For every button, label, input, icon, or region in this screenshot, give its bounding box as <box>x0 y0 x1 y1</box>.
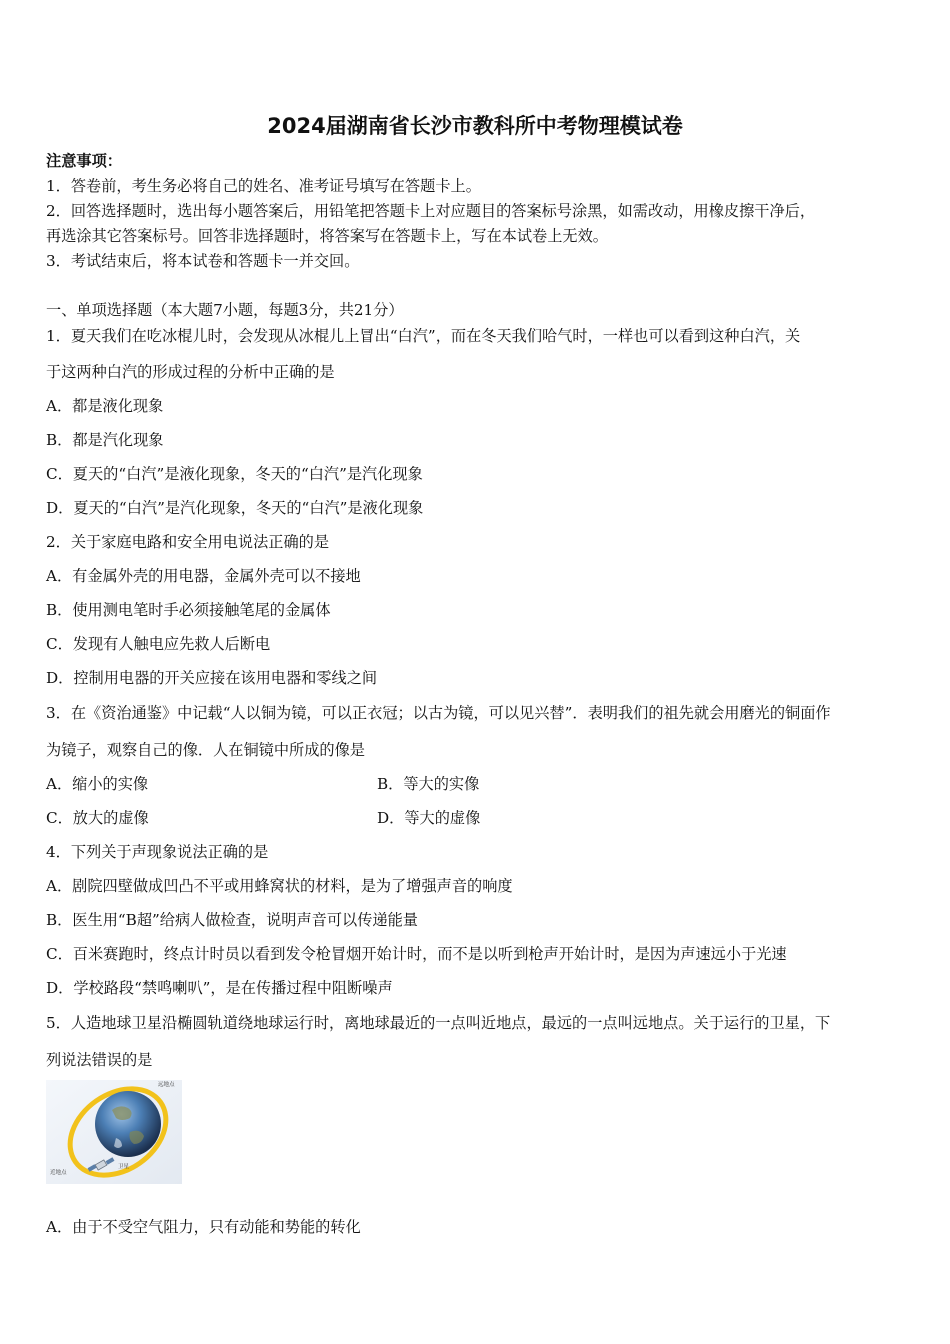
notice-heading: 注意事项： <box>46 152 122 170</box>
near-point-label: 近地点 <box>50 1170 67 1176</box>
question-1-option-b: B．都是汽化现象 <box>46 431 164 449</box>
question-4-option-b: B．医生用“B超”给病人做检查，说明声音可以传递能量 <box>46 911 418 929</box>
notice-item: 再选涂其它答案标号。回答非选择题时，将答案写在答题卡上，写在本试卷上无效。 <box>46 227 608 245</box>
question-3-stem: 3．在《资治通鉴》中记载“人以铜为镜，可以正衣冠；以古为镜，可以见兴替”．表明我们的祖先就会用磨光的铜面作 <box>46 704 831 722</box>
page-title: 2024届湖南省长沙市教科所中考物理模试卷 <box>267 114 683 138</box>
question-1-option-d: D．夏天的“白汽”是汽化现象，冬天的“白汽”是液化现象 <box>46 499 424 517</box>
far-point-label: 远地点 <box>158 1082 175 1088</box>
question-2-stem: 2．关于家庭电路和安全用电说法正确的是 <box>46 533 330 551</box>
question-2-option-a: A．有金属外壳的用电器，金属外壳可以不接地 <box>46 567 361 585</box>
question-1-stem-cont: 于这两种白汽的形成过程的分析中正确的是 <box>46 363 335 381</box>
satellite-label: 卫星 <box>118 1164 130 1170</box>
question-3-option-b: B．等大的实像 <box>377 775 480 793</box>
question-3-option-c: C．放大的虚像 <box>46 809 149 827</box>
question-4-option-c: C．百米赛跑时，终点计时员以看到发令枪冒烟开始计时，而不是以听到枪声开始计时，是因为声速远小于光速 <box>46 945 787 963</box>
question-1-stem: 1．夏天我们在吃冰棍儿时，会发现从冰棍儿上冒出“白汽”，而在冬天我们哈气时，一样也可以看到这种白汽，关 <box>46 327 801 345</box>
question-3-stem-cont: 为镜子，观察自己的像．人在铜镜中所成的像是 <box>46 741 365 759</box>
question-2-option-b: B．使用测电笔时手必须接触笔尾的金属体 <box>46 601 331 619</box>
satellite-orbit-diagram <box>46 1080 182 1184</box>
question-3-option-d: D．等大的虚像 <box>377 809 481 827</box>
question-1-option-c: C．夏天的“白汽”是液化现象，冬天的“白汽”是汽化现象 <box>46 465 423 483</box>
question-3-option-a: A．缩小的实像 <box>46 775 149 793</box>
section-heading: 一、单项选择题（本大题7小题，每题3分，共21分） <box>46 301 404 319</box>
question-4-option-d: D．学校路段“禁鸣喇叭”，是在传播过程中阻断噪声 <box>46 979 393 997</box>
question-4-stem: 4．下列关于声现象说法正确的是 <box>46 843 269 861</box>
question-2-option-c: C．发现有人触电应先救人后断电 <box>46 635 271 653</box>
question-1-option-a: A．都是液化现象 <box>46 397 164 415</box>
question-5-option-a: A．由于不受空气阻力，只有动能和势能的转化 <box>46 1218 361 1236</box>
question-4-option-a: A．剧院四壁做成凹凸不平或用蜂窝状的材料，是为了增强声音的响度 <box>46 877 513 895</box>
question-5-stem: 5．人造地球卫星沿椭圆轨道绕地球运行时，离地球最近的一点叫近地点，最远的一点叫远地点。关于运行的卫星，下 <box>46 1014 831 1032</box>
earth-globe <box>95 1091 161 1157</box>
satellite-orbit-figure <box>46 1080 182 1184</box>
notice-item: 1．答卷前，考生务必将自己的姓名、准考证号填写在答题卡上。 <box>46 177 481 195</box>
question-5-stem-cont: 列说法错误的是 <box>46 1051 153 1069</box>
notice-item: 2．回答选择题时，选出每小题答案后，用铅笔把答题卡上对应题目的答案标号涂黑，如需改动，用橡皮擦干净后， <box>46 202 816 220</box>
question-2-option-d: D．控制用电器的开关应接在该用电器和零线之间 <box>46 669 378 687</box>
notice-item: 3．考试结束后，将本试卷和答题卡一并交回。 <box>46 252 360 270</box>
